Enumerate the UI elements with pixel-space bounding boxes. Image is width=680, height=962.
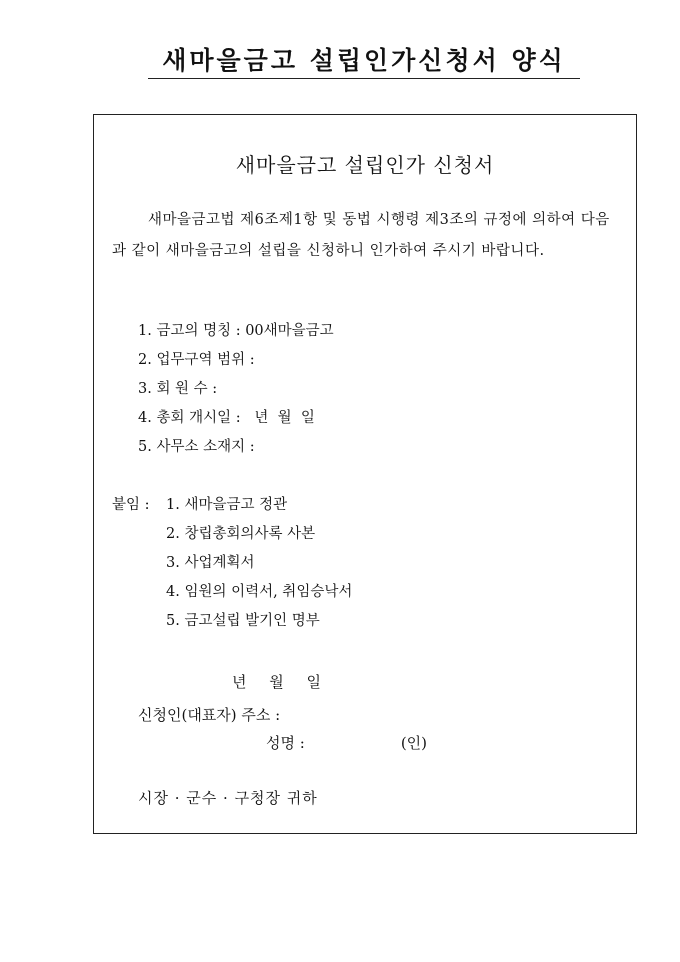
recipient-line: 시장 · 군수 · 구청장 귀하 bbox=[138, 789, 318, 807]
application-items bbox=[138, 317, 334, 462]
seal-mark: (인) bbox=[400, 734, 428, 752]
item-member-count: 3. 회 원 수 : bbox=[138, 381, 218, 397]
attachment-item: 5. 금고설립 발기인 명부 bbox=[166, 613, 320, 629]
attachments-list bbox=[112, 491, 352, 636]
item-association-name: 1. 금고의 명칭 : 00새마을금고 bbox=[138, 323, 334, 339]
attachment-item: 2. 창립총회의사록 사본 bbox=[166, 526, 316, 542]
applicant-name-line bbox=[266, 729, 427, 758]
page-title: 새마을금고 설립인가신청서 양식 bbox=[148, 46, 580, 79]
applicant-name-label: 성명 : bbox=[266, 734, 305, 752]
attachment-item: 1. 새마을금고 정관 bbox=[166, 497, 288, 513]
applicant-address-label: 신청인(대표자) 주소 : bbox=[138, 706, 281, 724]
application-date: 년 월 일 bbox=[232, 673, 322, 691]
application-form bbox=[93, 114, 637, 834]
item-business-area: 2. 업무구역 범위 : bbox=[138, 352, 255, 368]
item-general-meeting-date: 4. 총회 개시일 : 년 월 일 bbox=[138, 410, 315, 426]
attachment-item: 4. 임원의 이력서, 취임승낙서 bbox=[166, 584, 353, 600]
item-office-location: 5. 사무소 소재지 : bbox=[138, 439, 255, 455]
attachment-item: 3. 사업계획서 bbox=[166, 555, 255, 571]
attachments-label: 붙임 : bbox=[112, 497, 150, 513]
intro-paragraph: 새마을금고법 제6조제1항 및 동법 시행령 제3조의 규정에 의하여 다음과 같이 새마을금고의 설립을 신청하니 인가하여 주시기 바랍니다. bbox=[112, 212, 610, 259]
form-title: 새마을금고 설립인가 신청서 bbox=[235, 153, 495, 177]
